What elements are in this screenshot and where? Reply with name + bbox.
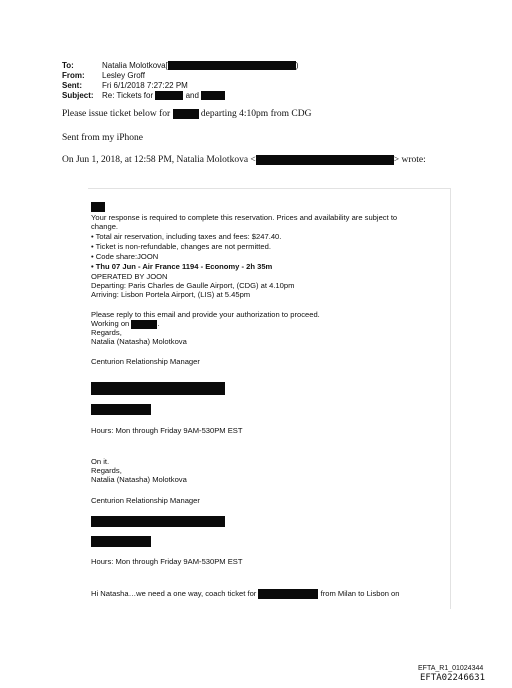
doc-ref-1: EFTA_R1_01024344 <box>418 665 484 672</box>
from-value: Lesley Groff <box>102 71 145 80</box>
arriving: Arriving: Lisbon Portela Airport, (LIS) at 5.45pm <box>91 290 251 299</box>
hours-2: Hours: Mon through Friday 9AM-530PM EST <box>91 557 243 566</box>
bullet-flight: • Thu 07 Jun - Air France 1194 - Economy - 2h 35m <box>91 262 273 271</box>
redaction <box>91 516 225 527</box>
working-text: Working on <box>91 319 130 328</box>
sent-value: Fri 6/1/2018 7:27:22 PM <box>102 81 188 90</box>
signature-title-1: Centurion Relationship Manager <box>91 357 200 366</box>
subject-and: and <box>185 91 199 100</box>
on-it: On it. <box>91 457 110 466</box>
redaction <box>131 319 160 329</box>
to-label: To: <box>62 61 74 70</box>
signature-title-2: Centurion Relationship Manager <box>91 496 200 505</box>
reply-request: Please reply to this email and provide your authorization to proceed. <box>91 310 320 319</box>
to-name: Natalia Molotkova[ <box>102 61 168 70</box>
redaction <box>168 61 296 70</box>
hours-1: Hours: Mon through Friday 9AM-530PM EST <box>91 426 243 435</box>
last-text: from Milan to Lisbon on <box>320 589 400 598</box>
redaction <box>91 404 151 415</box>
bullet-refund: • Ticket is non-refundable, changes are not permitted. <box>91 242 271 251</box>
working-end: . <box>157 319 160 328</box>
bullet-total: • Total air reservation, including taxes and fees: $247.40. <box>91 232 282 241</box>
sent-label: Sent: <box>62 81 82 90</box>
bullet-codeshare: • Code share:JOON <box>91 252 159 261</box>
redaction <box>173 109 199 119</box>
reply-line-3 <box>62 154 426 166</box>
redaction <box>201 91 225 100</box>
redaction <box>91 536 151 547</box>
reply-text: Please issue ticket below for <box>62 109 171 119</box>
regards-2: Regards, <box>91 466 122 475</box>
signature-name-1: Natalia (Natasha) Molotkova <box>91 337 187 346</box>
last-message <box>91 589 400 599</box>
from-label: From: <box>62 71 85 80</box>
to-value <box>102 61 298 71</box>
last-text: Hi Natasha…we need a one way, coach ticket for <box>91 589 257 598</box>
operated-by: OPERATED BY JOON <box>91 272 168 281</box>
reply-text: departing 4:10pm from CDG <box>200 109 312 119</box>
departing: Departing: Paris Charles de Gaulle Airport, (CDG) at 4.10pm <box>91 281 295 290</box>
regards-1: Regards, <box>91 328 122 337</box>
subject-text: Re: Tickets for <box>102 91 154 100</box>
redaction <box>256 155 394 165</box>
doc-ref-2: EFTA02246631 <box>420 673 486 683</box>
reply-text: > wrote: <box>393 155 426 165</box>
redaction <box>91 202 105 212</box>
redaction <box>91 382 225 395</box>
to-close: ) <box>295 61 299 70</box>
redaction <box>155 91 183 100</box>
quoted-p1b: change. <box>91 222 119 231</box>
subject-value <box>102 91 225 101</box>
reply-line-2: Sent from my iPhone <box>62 133 144 143</box>
reply-text: On Jun 1, 2018, at 12:58 PM, Natalia Molotkova < <box>62 155 256 165</box>
subject-label: Subject: <box>62 91 94 100</box>
signature-name-2: Natalia (Natasha) Molotkova <box>91 475 187 484</box>
redaction <box>258 589 318 599</box>
reply-line-1 <box>62 108 311 120</box>
quoted-p1: Your response is required to complete this reservation. Prices and availability are subject to <box>91 213 398 222</box>
